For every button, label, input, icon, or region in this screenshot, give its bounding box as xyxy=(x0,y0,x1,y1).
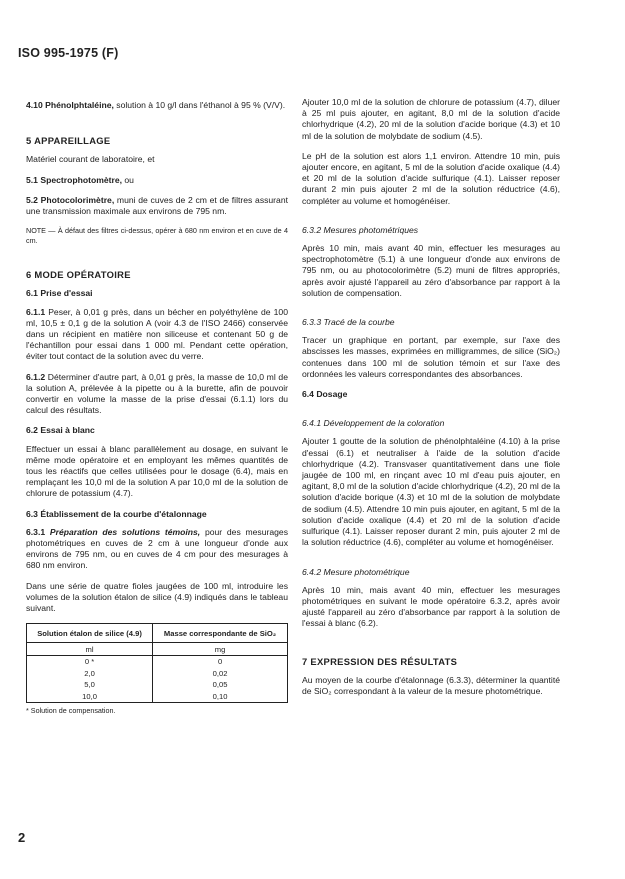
paragraph-6-3-3: Tracer un graphique en portant, par exemple, sur l'axe des abscisses les masses, exprimées en milligrammes, de silice (SiO₂) contenues dans 100 ml de solution témoin et sur l'axe des ordonnées les valeurs correspondantes des absorbances. xyxy=(302,335,560,379)
subsection-heading-6-3-2: 6.3.2 Mesures photométriques xyxy=(302,224,419,235)
subsection-heading-6-2: 6.2 Essai à blanc xyxy=(26,425,95,436)
table-cell: ml xyxy=(27,643,153,656)
subsection-heading-6-4-2: 6.4.2 Mesure photométrique xyxy=(302,566,410,577)
table-row xyxy=(27,656,288,668)
clause-number: 5.2 xyxy=(26,194,38,205)
paragraph-6-1-1 xyxy=(26,307,288,363)
table-cell: 0 xyxy=(153,656,288,668)
table-footnote: * Solution de compensation. xyxy=(26,706,116,716)
table-cell: 0,10 xyxy=(153,691,288,703)
table-cell: 0,05 xyxy=(153,679,288,691)
paragraph-6-3-2: Après 10 min, mais avant 40 min, effectuer les mesurages au spectrophotomètre (5.1) à une longueur d'onde aux environs de 795 nm, ou au photocolorimètre (5.2) muni de filtres appropriés, après avoir ajusté l'appareil au zéro d'absorbance par rapport à la solution de compensation. xyxy=(302,243,560,298)
clause-number: 5.1 xyxy=(26,174,38,185)
clause-text: pour des mesurages photométriques en cuves de 2 cm à une longueur d'onde aux environs de 795 nm, ou en cuves de 4 cm pour des mesurages à 680 nm environ. xyxy=(26,526,288,571)
table-header-cell: Masse correspondante de SiO₂ xyxy=(153,624,288,643)
clause-number: 6.1.1 xyxy=(26,306,46,317)
table-cell: 5,0 xyxy=(27,679,153,691)
table-row xyxy=(27,668,288,680)
table-header-cell: Solution étalon de silice (4.9) xyxy=(27,624,153,643)
table-header-row xyxy=(27,624,288,643)
subsection-heading-6-4: 6.4 Dosage xyxy=(302,389,348,400)
subsection-heading-6-1: 6.1 Prise d'essai xyxy=(26,288,93,299)
standards-table xyxy=(26,623,288,703)
paragraph-6-2: Effectuer un essai à blanc parallèlement au dosage, en suivant le même mode opératoire et en employant les mêmes quantités de tous les réactifs que celles utilisées pour le dosage (6.4), mais en remplaçant les 10,0 ml de la solution A par 10,0 ml de la solution de chlorure de potassium (4.7). xyxy=(26,443,288,499)
table-cell: 0 * xyxy=(27,656,153,668)
table-units-row xyxy=(27,643,288,656)
section-5-intro: Matériel courant de laboratoire, et xyxy=(26,154,155,165)
clause-title: Photocolorimètre, xyxy=(40,194,115,205)
clause-title: Phénolphtaléine, xyxy=(45,100,114,110)
clause-title: Spectrophotomètre, xyxy=(40,174,122,185)
paragraph-6-4-1: Ajouter 1 goutte de la solution de phénolphtaléine (4.10) à la prise d'essai (6.1) et neutraliser à l'aide de la solution d'acide chlorhydrique (4.2). Transvaser quantitativement dans une fiole jaugée de 100 ml, en rinçant avec 10 ml d'eau puis ajouter, en agitant, 8,0 ml de la solution d'acide chlorhydrique (4.2), 20 ml de la solution d'acide borique (4.3) et 10 ml de la solution de molybdate de sodium (4.5). Attendre 10 min puis ajouter, en agitant, 5 ml de la solution d'acide oxalique (4.4) et 20 ml de la solution d'acide sulfurique (4.1). Laisser reposer durant 2 min, puis ajouter 2 ml de la solution réductrice (4.6), compléter au volume et homogénéiser. xyxy=(302,436,560,548)
subsection-heading-6-4-1: 6.4.1 Développement de la coloration xyxy=(302,418,445,429)
table-cell: 10,0 xyxy=(27,691,153,703)
paragraph-4-10 xyxy=(26,100,288,111)
paragraph-6-3-1 xyxy=(26,527,288,572)
clause-text: solution à 10 g/l dans l'éthanol à 95 % (V/V). xyxy=(113,100,286,110)
paragraph: Le pH de la solution est alors 1,1 environ. Attendre 10 min, puis ajouter encore, en agitant, 5 ml de la solution d'acide oxalique (4.4) et 20 ml de la solution d'acide sulfurique (4.1). Laisser reposer durant 2 min puis ajouter 2 ml de la solution réductrice (4.6), compléter au volume et homogénéiser. xyxy=(302,150,560,206)
table-cell: 0,02 xyxy=(153,668,288,680)
clause-title: Préparation des solutions témoins, xyxy=(49,526,201,537)
right-column xyxy=(302,97,560,706)
paragraph: Ajouter 10,0 ml de la solution de chlorure de potassium (4.7), diluer à 25 ml puis ajouter, en agitant, 8,0 ml de la solution d'acide chlorhydrique (4.2), 20 ml de la solution d'acide borique (4.3) et 10 ml de la solution de molybdate de sodium (4.5). xyxy=(302,97,560,141)
page-number: 2 xyxy=(18,830,26,845)
subsection-heading-6-3-3: 6.3.3 Tracé de la courbe xyxy=(302,317,395,328)
section-heading-5: 5 APPAREILLAGE xyxy=(26,135,111,147)
paragraph-6-4-2: Après 10 min, mais avant 40 min, effectuer les mesurages photométriques en suivant le mode opératoire 6.3.2, après avoir ajusté l'appareil au zéro d'absorbance par rapport à la solution de l'essai à blanc (6.2). xyxy=(302,584,560,629)
paragraph-6-1-2 xyxy=(26,372,288,417)
clause-text: ou xyxy=(122,174,134,185)
paragraph-5-2 xyxy=(26,195,288,217)
section-heading-7: 7 EXPRESSION DES RÉSULTATS xyxy=(302,655,458,667)
clause-number: 6.1.2 xyxy=(26,371,46,382)
clause-text: Déterminer d'autre part, à 0,01 g près, la masse de 10,0 ml de la solution A, prélevée à la pipette ou à la burette, afin de pouvoir convertir en volume la masse de la prise d'essai (6.1.1) lors du calcul des résultats. xyxy=(26,371,288,416)
table-row xyxy=(27,691,288,703)
table-cell: 2,0 xyxy=(27,668,153,680)
paragraph-7: Au moyen de la courbe d'étalonnage (6.3.3), déterminer la quantité de SiO₂ correspondant à la valeur de la mesure photométrique. xyxy=(302,674,560,696)
clause-text: muni de cuves de 2 cm et de filtres assurant une transmission maximale aux environs de 795 nm. xyxy=(26,194,288,217)
table-cell: mg xyxy=(153,643,288,656)
page-header: ISO 995-1975 (F) xyxy=(18,46,119,60)
subsection-heading-6-3: 6.3 Établissement de la courbe d'étalonnage xyxy=(26,508,207,519)
table-row xyxy=(27,679,288,691)
clause-number: 6.3.1 xyxy=(26,526,46,537)
clause-text: Peser, à 0,01 g près, dans un bécher en polyéthylène de 100 ml, 10,5 ± 0,1 g de la solution A (voir 4.3 de l'ISO 2466) conservée dans un récipient en matière non siliceuse et contenant 50 g de l'échantillon pour essai dans 1 000 ml. Pendant cette opération, éviter tout contact de la solution avec du verre. xyxy=(26,306,288,362)
clause-number: 4.10 xyxy=(26,100,43,110)
paragraph-6-3-1-b: Dans une série de quatre fioles jaugées de 100 ml, introduire les volumes de la solution étalon de silice (4.9) indiqués dans le tableau suivant. xyxy=(26,580,288,614)
note: NOTE — À défaut des filtres ci-dessus, opérer à 680 nm environ et en cuve de 4 cm. xyxy=(26,226,288,245)
paragraph-5-1 xyxy=(26,175,288,186)
section-heading-6: 6 MODE OPÉRATOIRE xyxy=(26,269,131,281)
left-column xyxy=(26,100,288,717)
